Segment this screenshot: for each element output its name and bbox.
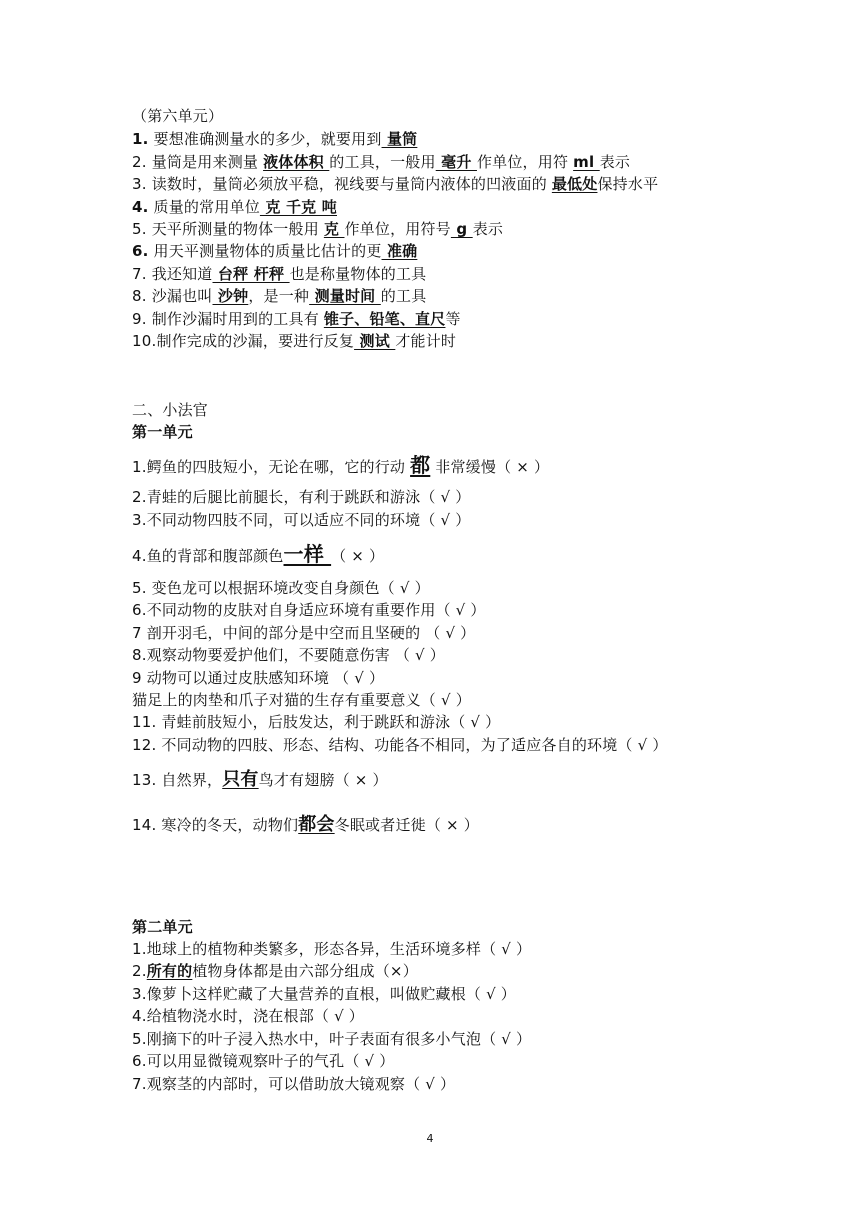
unit1-item-14: 14. 寒冷的冬天，动物们都会冬眠或者迁徙（ × ） <box>132 814 479 835</box>
unit1-item-3: 3.不同动物四肢不同，可以适应不同的环境（ √ ） <box>132 511 471 529</box>
unit1-item-6: 6.不同动物的皮肤对自身适应环境有重要作用（ √ ） <box>132 601 486 619</box>
unit2-item-4: 4.给植物浇水时，浇在根部（ √ ） <box>132 1007 365 1025</box>
unit1-item-2: 2.青蛙的后腿比前腿长，有利于跳跃和游泳（ √ ） <box>132 488 471 506</box>
page-number: 4 <box>426 1132 434 1145</box>
unit1-item-4: 4.鱼的背部和腹部颜色一样 （ × ） <box>132 542 385 566</box>
unit2-item-2: 2.所有的植物身体都是由六部分组成（×） <box>132 962 418 980</box>
unit6-item-8: 8. 沙漏也叫 沙钟，是一种 测量时间 的工具 <box>132 287 427 305</box>
unit1-item-5: 5. 变色龙可以根据环境改变自身颜色（ √ ） <box>132 579 430 597</box>
unit6-item-1: 1. 要想准确测量水的多少，就要用到 量筒 <box>132 130 418 148</box>
unit1-item-9: 9 动物可以通过皮肤感知环境 （ √ ） <box>132 669 385 687</box>
unit6-heading: （第六单元） <box>132 107 224 125</box>
unit6-item-6: 6. 用天平测量物体的质量比估计的更 准确 <box>132 242 418 260</box>
unit6-item-7: 7. 我还知道 台秤 杆秤 也是称量物体的工具 <box>132 265 427 283</box>
unit2-item-7: 7.观察茎的内部时，可以借助放大镜观察（ √ ） <box>132 1075 456 1093</box>
unit2-item-6: 6.可以用显微镜观察叶子的气孔（ √ ） <box>132 1052 395 1070</box>
unit6-item-9: 9. 制作沙漏时用到的工具有 锥子、铅笔、直尺等 <box>132 310 461 328</box>
unit1-item-7: 7 剖开羽毛，中间的部分是中空而且坚硬的 （ √ ） <box>132 624 476 642</box>
section2-title: 二、小法官 <box>132 401 209 419</box>
unit2-item-5: 5.刚摘下的叶子浸入热水中，叶子表面有很多小气泡（ √ ） <box>132 1030 532 1048</box>
unit2-title: 第二单元 <box>132 918 193 936</box>
unit1-item-12: 12. 不同动物的四肢、形态、结构、功能各不相同，为了适应各自的环境（ √ ） <box>132 736 668 754</box>
unit6-item-10: 10.制作完成的沙漏，要进行反复 测试 才能计时 <box>132 332 457 350</box>
unit2-item-3: 3.像萝卜这样贮藏了大量营养的直根，叫做贮藏根（ √ ） <box>132 985 517 1003</box>
unit6-item-5: 5. 天平所测量的物体一般用 克 作单位，用符号 g 表示 <box>132 220 504 238</box>
unit2-item-1: 1.地球上的植物种类繁多，形态各异，生活环境多样（ √ ） <box>132 940 532 958</box>
unit1-item-8: 8.观察动物要爱护他们，不要随意伤害 （ √ ） <box>132 646 445 664</box>
unit6-item-4: 4. 质量的常用单位 克 千克 吨 <box>132 198 337 216</box>
unit1-title: 第一单元 <box>132 423 193 441</box>
unit1-item-11: 11. 青蛙前肢短小，后肢发达，利于跳跃和游泳（ √ ） <box>132 713 501 731</box>
unit1-item-1: 1.鳄鱼的四肢短小，无论在哪，它的行动 都 非常缓慢（ × ） <box>132 453 550 477</box>
unit6-item-3: 3. 读数时，量筒必须放平稳，视线要与量筒内液体的凹液面的 最低处保持水平 <box>132 175 659 193</box>
unit6-item-2: 2. 量筒是用来测量 液体体积 的工具，一般用 毫升 作单位，用符 ml 表示 <box>132 153 631 171</box>
unit1-item-13: 13. 自然界，只有鸟才有翅膀（ × ） <box>132 769 388 790</box>
unit1-item-10: 猫足上的肉垫和爪子对猫的生存有重要意义（ √ ） <box>132 691 471 709</box>
